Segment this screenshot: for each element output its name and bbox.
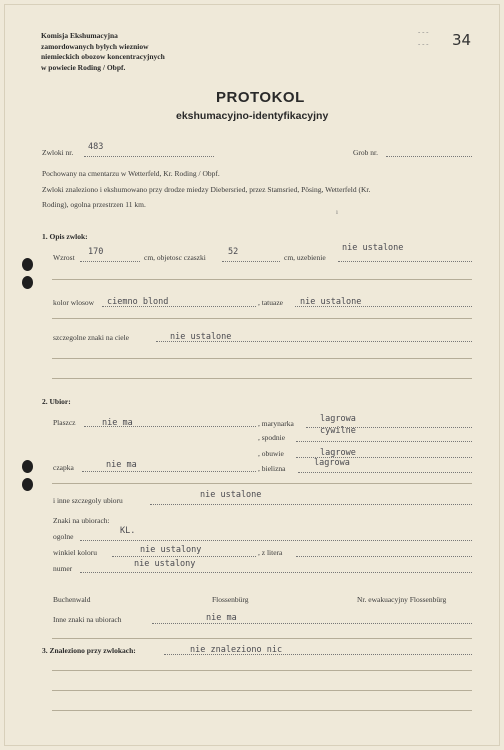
czapka-value: nie ma	[106, 460, 137, 470]
obuwie-label: , obuwie	[258, 449, 284, 458]
inne-szczegoly-label: i inne szczegoly ubioru	[53, 496, 123, 505]
wzrost-label: Wzrost	[53, 253, 75, 262]
ogolne-value: KL.	[120, 526, 136, 536]
czaszka-label: cm, objetosc czaszki	[144, 253, 206, 262]
section-2-rule-2	[52, 638, 472, 639]
org-line-4: w powiecie Roding / Obpf.	[41, 62, 126, 72]
spodnie-label: , spodnie	[258, 433, 286, 442]
bielizna-value: lagrowa	[314, 458, 350, 468]
znaki-ubiorach-label: Znaki na ubiorach:	[53, 516, 110, 525]
section-3-value: nie znaleziono nic	[190, 645, 283, 655]
section-1-rule-1	[52, 279, 472, 280]
section-2-rule-1	[52, 483, 472, 484]
inne-znaki-label: Inne znaki na ubiorach	[53, 615, 122, 624]
plaszcz-value: nie ma	[102, 418, 133, 428]
grob-field-line	[386, 156, 472, 157]
inne-znaki-value: nie ma	[206, 613, 237, 623]
section-1-rule-3	[52, 358, 472, 359]
czaszka-field-line	[222, 261, 280, 262]
plaszcz-label: Plaszcz	[53, 418, 76, 427]
org-line-3: niemieckich obozow koncentracyjnych	[41, 52, 165, 61]
document-subtitle: ekshumacyjno-identyfikacyjny	[176, 110, 329, 122]
kolor-value: ciemno blond	[107, 297, 169, 307]
winkiel-value: nie ustalony	[140, 545, 202, 555]
punch-hole-4	[22, 478, 33, 491]
tatuaze-value: nie ustalone	[300, 297, 362, 307]
spodnie-field-line	[296, 441, 472, 442]
section-2-heading: 2. Ubior:	[42, 397, 71, 406]
grob-label: Grob nr.	[353, 148, 378, 157]
tatuaze-label: , tatuaze	[258, 298, 283, 307]
punch-hole-2	[22, 276, 33, 289]
wzrost-field-line	[80, 261, 140, 262]
numer-label: numer	[53, 564, 73, 573]
marynarka-value: lagrowa	[320, 414, 356, 424]
winkiel-field-line	[112, 556, 256, 557]
inne-szczegoly-field-line	[150, 504, 472, 505]
punch-hole-3	[22, 460, 33, 473]
inne-szczegoly-value: nie ustalone	[200, 490, 262, 500]
numer-field-line	[80, 572, 472, 573]
winkiel-label: winkiel koloru	[53, 548, 97, 557]
org-line-1: Komisja Ekshumacyjna	[41, 31, 118, 40]
bielizna-label: , bielizna	[258, 464, 286, 473]
numer-value: nie ustalony	[134, 559, 196, 569]
organization-header	[41, 31, 165, 73]
zwloki-label: Zwloki nr.	[42, 148, 74, 157]
ogolne-field-line	[80, 540, 472, 541]
buchenwald-label: Buchenwald	[53, 595, 91, 604]
uzebienie-value: nie ustalone	[342, 243, 404, 253]
stray-mark: ı	[336, 208, 338, 216]
ogolne-label: ogolne	[53, 532, 74, 541]
czapka-label: czapka	[53, 463, 74, 472]
document-title: PROTOKOL	[216, 89, 305, 106]
section-3-rule-2	[52, 690, 472, 691]
wzrost-value: 170	[88, 247, 104, 257]
uzebienie-label: cm, uzebienie	[284, 253, 326, 262]
uzebienie-field-line	[338, 261, 472, 262]
kolor-label: kolor wlosow	[53, 298, 95, 307]
page-number: 34	[452, 31, 472, 49]
ewakuacyjny-label: Nr. ewakuacyjny Flossenbürg	[357, 595, 447, 604]
section-3-rule-1	[52, 670, 472, 671]
section-1-rule-2	[52, 318, 472, 319]
inne-znaki-field-line	[152, 623, 472, 624]
z-litera-field-line	[296, 556, 472, 557]
flossenburg-label: Flossenbürg	[212, 595, 249, 604]
marynarka-label: , marynarka	[258, 419, 294, 428]
znaki-label: szczegolne znaki na ciele	[53, 333, 129, 342]
section-3-rule-3	[52, 710, 472, 711]
znaki-value: nie ustalone	[170, 332, 232, 342]
czapka-field-line	[82, 471, 256, 472]
section-1-heading: 1. Opis zwlok:	[42, 232, 88, 241]
corner-marks: - - - - - -	[418, 28, 429, 48]
bielizna-field-line	[298, 472, 472, 473]
section-3-heading: 3. Znaleziono przy zwlokach:	[42, 646, 136, 655]
burial-place-text: Pochowany na cmentarzu w Wetterfeld, Kr. Roding / Obpf.	[42, 169, 220, 178]
punch-hole-1	[22, 258, 33, 271]
czaszka-value: 52	[228, 247, 239, 257]
zwloki-field-line	[84, 156, 214, 157]
zwloki-value: 483	[88, 142, 104, 152]
section-1-rule-4	[52, 378, 472, 379]
found-text-line-1: Zwloki znaleziono i ekshumowano przy drodze miedzy Diebersried, przez Stamsried, Pösing, Wetterfeld (Kr.	[42, 185, 371, 194]
org-line-2: zamordowanych bylych wiezniow	[41, 41, 149, 51]
spodnie-value: cywilne	[320, 426, 356, 436]
found-text-line-2: Roding), ogolna przestrzen 11 km.	[42, 200, 146, 209]
obuwie-value: lagrowe	[320, 448, 356, 458]
z-litera-label: , z litera	[258, 548, 283, 557]
